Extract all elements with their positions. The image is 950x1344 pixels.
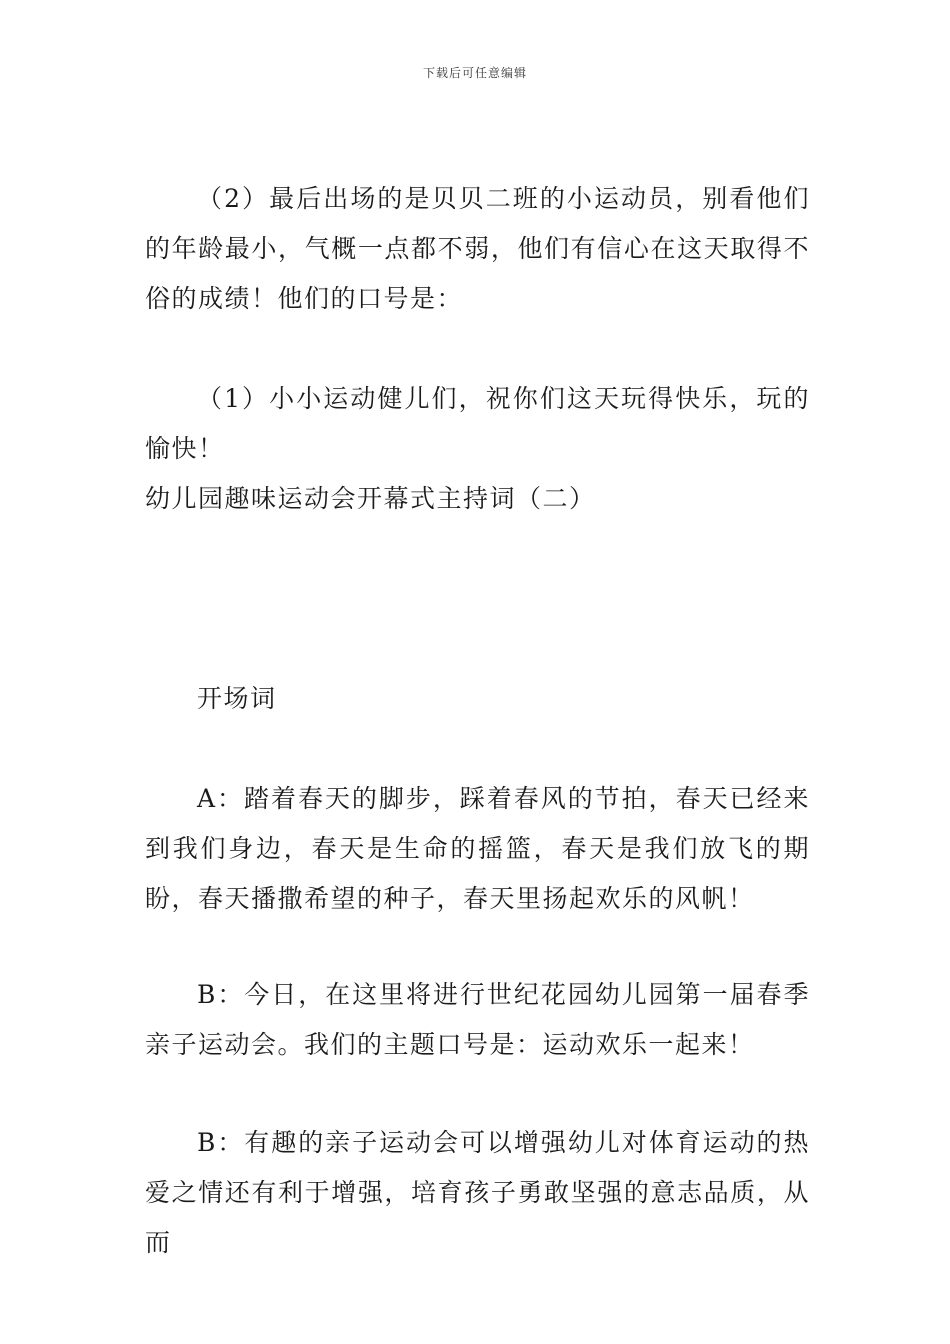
paragraph-class-intro: （2）最后出场的是贝贝二班的小运动员，别看他们的年龄最小，气概一点都不弱，他们有信心在这天取得不俗的成绩！他们的口号是： bbox=[145, 184, 810, 313]
paragraph-host-b-2: B：有趣的亲子运动会可以增强幼儿对体育运动的热爱之情还有利于增强，培育孩子勇敢坚强的意志品质，从而 bbox=[145, 1128, 810, 1257]
paragraph-host-b-1: B：今日，在这里将进行世纪花园幼儿园第一届春季亲子运动会。我们的主题口号是：运动欢乐一起来！ bbox=[145, 980, 810, 1059]
paragraph-host-a: A：踏着春天的脚步，踩着春风的节拍，春天已经来到我们身边，春天是生命的摇篮，春天是我们放飞的期盼，春天播撒希望的种子，春天里扬起欢乐的风帆！ bbox=[145, 784, 810, 913]
opening-speech-heading: 开场词 bbox=[197, 684, 277, 713]
page-header-note: 下载后可任意编辑 bbox=[422, 66, 527, 80]
document-section-title: 幼儿园趣味运动会开幕式主持词（二） bbox=[145, 484, 596, 513]
paragraph-wish: （1）小小运动健儿们，祝你们这天玩得快乐，玩的愉快！ bbox=[145, 384, 810, 463]
